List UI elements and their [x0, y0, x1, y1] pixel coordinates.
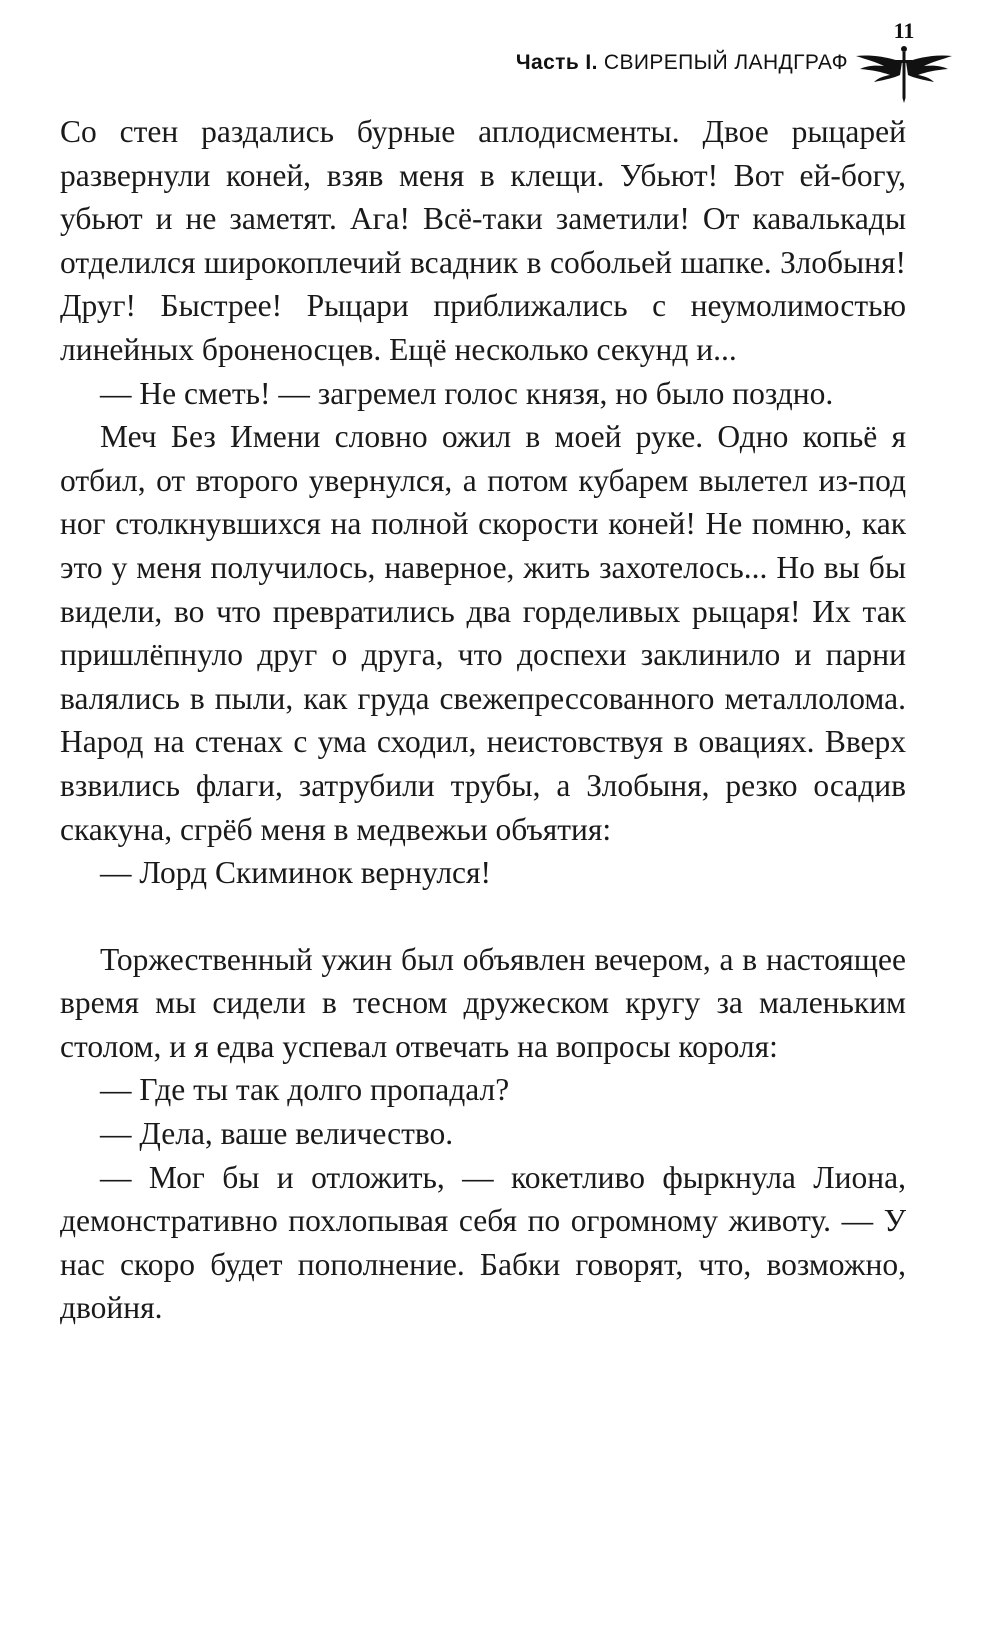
part-label: Часть I.: [515, 51, 598, 74]
section-break: [60, 895, 906, 938]
winged-sword-icon: [854, 42, 954, 104]
paragraph: — Где ты так долго пропадал?: [100, 1072, 510, 1108]
paragraph: — Дела, ваше величество.: [100, 1116, 454, 1152]
paragraph: Со стен раздались бурные аплодисменты. Двое рыцарей развернули коней, взяв меня в клещи. Убьют! Вот ей-богу, убьют и не заметят. Ага! Всё-таки заметили! От кавалькады отделился широкоплечий всадник в собольей шапке. Злобыня! Друг! Быстрее! Рыцари приближались с неумолимостью линейных броненосцев. Ещё несколько секунд и...: [60, 114, 906, 367]
page-number: 11: [893, 18, 915, 43]
paragraph: Меч Без Имени словно ожил в моей руке. Одно копьё я отбил, от второго увернулся, а потом кубарем вылетел из-под ног столкнувшихся на полной скорости коней! Не помню, как это у меня получилось, наверное, жить захотелось... Но вы бы видели, во что превратились два горделивых рыцаря! Их так пришлёпнуло друг о друга, что доспехи заклинило и парни валялись в пыли, как груда свежепрессованного металлолома. Народ на стенах с ума сходил, неистовствуя в овациях. Вверх взвились флаги, затрубили трубы, а Злобыня, резко осадив скакуна, сгрёб меня в медвежьи объятия:: [60, 419, 906, 847]
paragraph: Торжественный ужин был объявлен вечером, а в настоящее время мы сидели в тесном дружеском кругу за маленьким столом, и я едва успевал отвечать на вопросы короля:: [60, 941, 906, 1064]
paragraph: — Лорд Скиминок вернулся!: [100, 855, 492, 891]
paragraph: — Мог бы и отложить, — кокетливо фыркнула Лиона, демонстративно похлопывая себя по огромному животу. — У нас скоро будет пополнение. Бабки говорят, что, возможно, двойня.: [60, 1159, 906, 1326]
running-head: [516, 44, 848, 82]
text-body: [60, 110, 906, 1330]
paragraph: — Не сметь! — загремел голос князя, но было поздно.: [100, 375, 834, 411]
part-title: СВИРЕПЫЙ ЛАНДГРАФ: [603, 51, 848, 74]
